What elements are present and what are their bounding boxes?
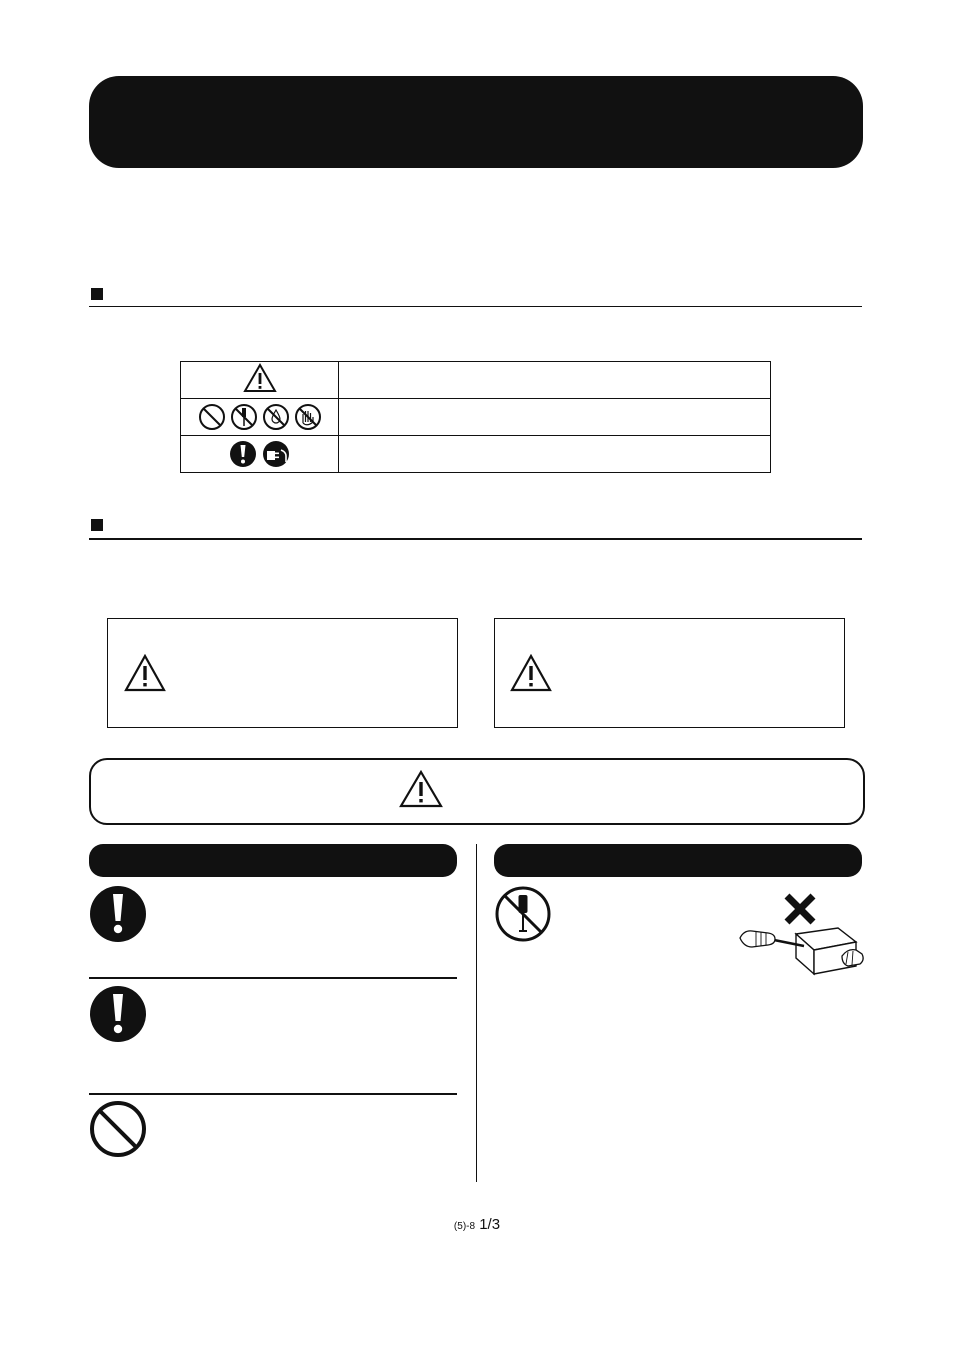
- exclamation-icon: [89, 985, 147, 1043]
- item-divider: [89, 977, 457, 979]
- no-disassembly-icon: [494, 885, 552, 943]
- unplug-icon: [262, 440, 290, 468]
- prohibition-icon: [89, 1100, 147, 1158]
- left-column-header: [89, 844, 457, 877]
- disassembly-illustration: [738, 920, 866, 982]
- section-marker-1: [91, 288, 103, 300]
- page-number-fraction: 1/3: [479, 1216, 501, 1233]
- page-number: [0, 1216, 954, 1233]
- warning-triangle-icon: [243, 363, 277, 393]
- exclamation-icon: [229, 440, 257, 468]
- caution-definition-box: [494, 618, 845, 728]
- warning-banner: [89, 758, 865, 825]
- exclamation-icon: [89, 885, 147, 943]
- warning-triangle-icon: [399, 770, 443, 808]
- section-rule-1: [89, 306, 862, 307]
- table-row: [181, 362, 771, 399]
- symbol-legend-table: [180, 361, 771, 473]
- prohibition-icon: [198, 403, 226, 431]
- page-number-prefix: (5)-8: [453, 1221, 476, 1232]
- warning-triangle-icon: [510, 654, 552, 692]
- warning-triangle-icon: [124, 654, 166, 692]
- no-water-icon: [262, 403, 290, 431]
- section-rule-2: [89, 538, 862, 540]
- table-row: [181, 436, 771, 473]
- right-column-header: [494, 844, 862, 877]
- item-divider: [89, 1093, 457, 1095]
- section-marker-2: [91, 519, 103, 531]
- warning-definition-box: [107, 618, 458, 728]
- table-row: [181, 399, 771, 436]
- page-title-bar: [89, 76, 863, 168]
- no-wet-hands-icon: [294, 403, 322, 431]
- no-disassembly-icon: [230, 403, 258, 431]
- column-separator: [476, 844, 477, 1182]
